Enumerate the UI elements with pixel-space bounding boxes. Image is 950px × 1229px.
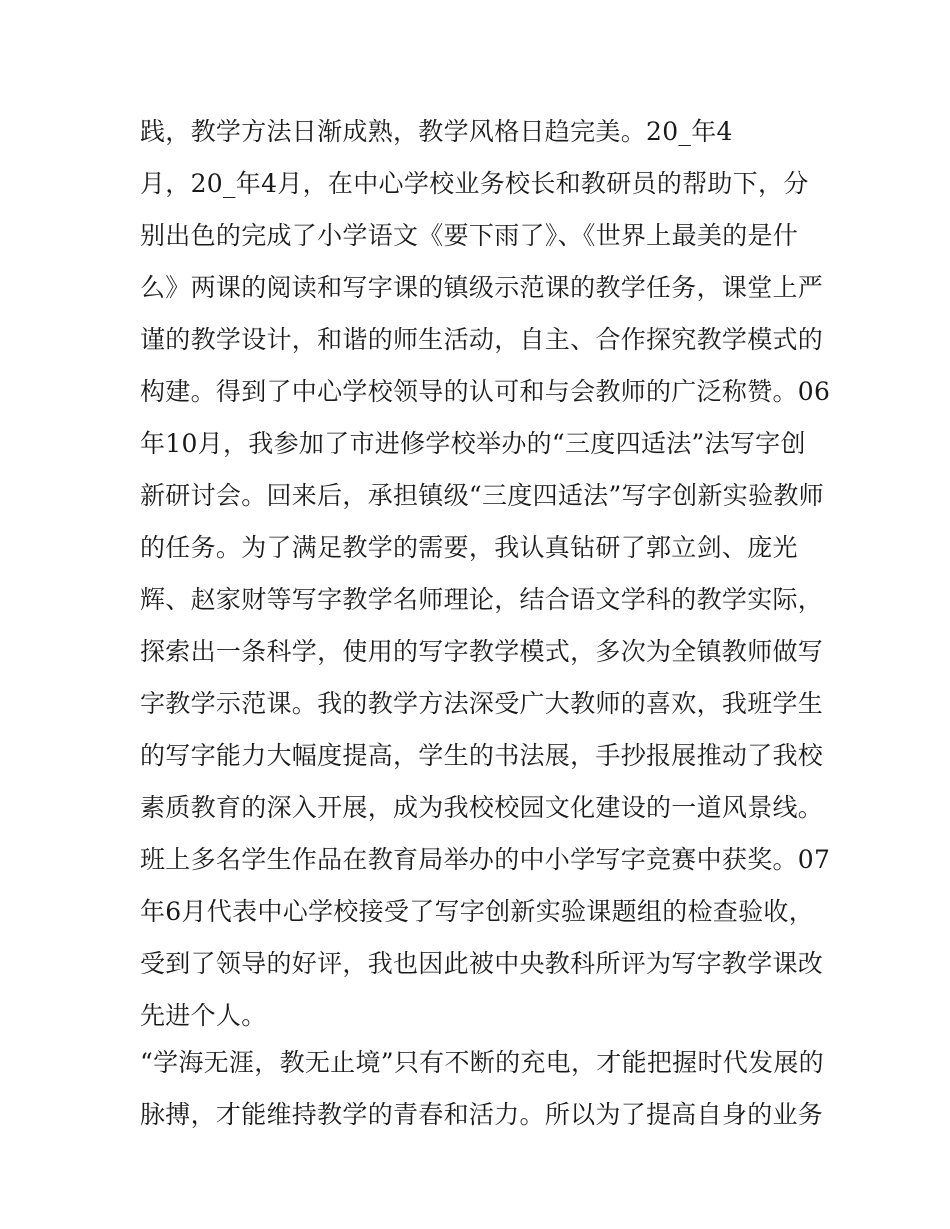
text-line: 谨的教学设计，和谐的师生活动，自主、合作探究教学模式的 xyxy=(140,325,824,354)
text-line: 新研讨会。回来后，承担镇级“三度四适法”写字创新实验教师 xyxy=(140,481,824,510)
text-line: 班上多名学生作品在教育局举办的中小学写字竞赛中获奖。07 xyxy=(140,845,831,874)
text-line: 先进个人。 xyxy=(140,1001,267,1030)
text-line: 月，20_年4月，在中心学校业务校长和教研员的帮助下，分 xyxy=(140,169,809,198)
text-line: 受到了领导的好评，我也因此被中央教科所评为写字教学课改 xyxy=(140,949,824,978)
text-line: 别出色的完成了小学语文《要下雨了》、《世界上最美的是什 xyxy=(140,221,799,250)
text-line: 脉搏，才能维持教学的青春和活力。所以为了提高自身的业务 xyxy=(140,1100,824,1129)
text-line: 践，教学方法日渐成熟，教学风格日趋完美。20_年4 xyxy=(140,117,733,146)
text-line: 的写字能力大幅度提高，学生的书法展，手抄报展推动了我校 xyxy=(140,741,824,770)
text-line: “学海无涯，教无止境”只有不断的充电，才能把握时代发展的 xyxy=(140,1048,824,1077)
text-line: 年10月，我参加了市进修学校举办的“三度四适法”法写字创 xyxy=(140,429,806,458)
text-line: 探索出一条科学，使用的写字教学模式，多次为全镇教师做写 xyxy=(140,637,824,666)
text-line: 年6月代表中心学校接受了写字创新实验课题组的检查验收， xyxy=(140,897,815,926)
text-line: 辉、赵家财等写字教学名师理论，结合语文学科的教学实际， xyxy=(140,585,824,614)
text-line: 么》两课的阅读和写字课的镇级示范课的教学任务，课堂上严 xyxy=(140,273,824,302)
text-line: 的任务。为了满足教学的需要，我认真钻研了郭立剑、庞光 xyxy=(140,533,798,562)
body-text xyxy=(140,112,831,1147)
text-line: 构建。得到了中心学校领导的认可和与会教师的广泛称赞。06 xyxy=(140,377,831,406)
text-line: 字教学示范课。我的教学方法深受广大教师的喜欢，我班学生 xyxy=(140,689,824,718)
text-line: 素质教育的深入开展，成为我校校园文化建设的一道风景线。 xyxy=(140,793,824,822)
